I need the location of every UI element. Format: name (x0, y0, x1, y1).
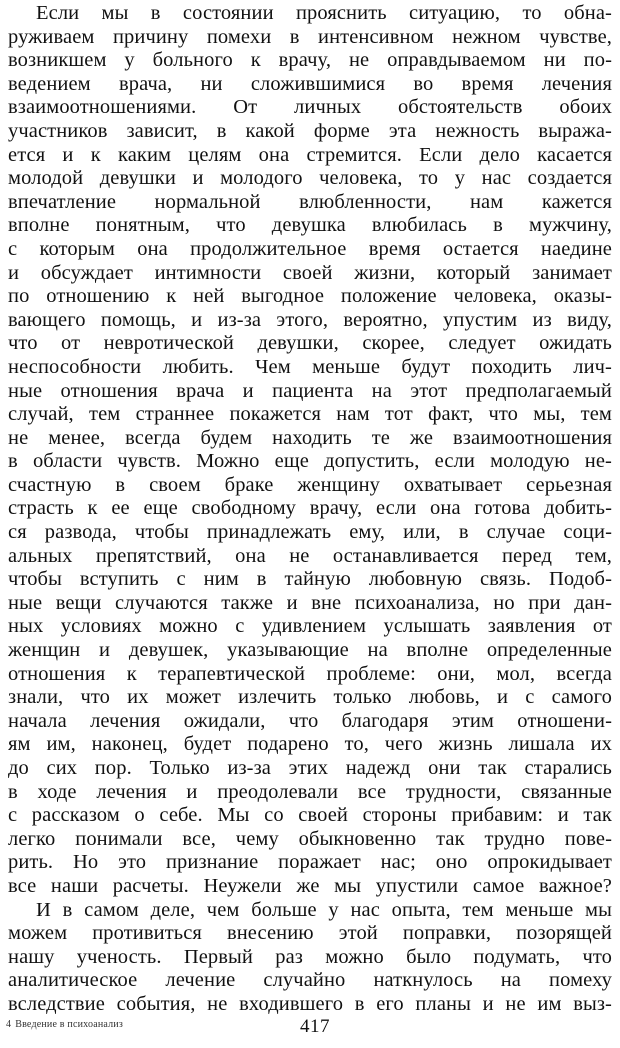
text-line: ных условиях можно с удивлением услышать заявления от (8, 615, 612, 638)
text-line: можем противиться внесению этой поправки, позорящей (8, 922, 612, 945)
text-line: аналитическое лечение случайно наткнулось на помеху (8, 969, 612, 992)
text-line: с которым она продолжительное время остается наедине (8, 237, 612, 260)
text-line: И в самом деле, чем больше у нас опыта, тем меньше мы (36, 898, 612, 921)
text-line: альных препятствий, она не останавливается перед тем, (8, 544, 612, 567)
text-line: не менее, всегда будем находить те же взаимоотношения (8, 426, 612, 449)
text-line: ведением врача, ни сложившимися во время лечения (8, 72, 612, 95)
text-line: ется и к каким целям она стремится. Если дело касается (8, 143, 612, 166)
text-line: возникшем у больного к врачу, не оправдываемом ни по- (8, 49, 612, 72)
text-line: вающего помощь, и из-за этого, вероятно, упустим из виду, (8, 308, 612, 331)
text-line: руживаем причину помехи в интенсивном нежном чувстве, (8, 25, 612, 48)
text-line: молодой девушки и молодого человека, то у нас создается (8, 167, 612, 190)
page-number: 417 (300, 1016, 330, 1037)
text-line: страсть к ее еще свободному врачу, если она готова добить- (8, 497, 612, 520)
text-line: и обсуждает интимности своей жизни, который занимает (8, 261, 612, 284)
text-line: по отношению к ней выгодное положение человека, оказы- (8, 285, 612, 308)
text-line: случай, тем страннее покажется нам тот факт, что мы, тем (8, 403, 612, 426)
text-line: счастную в своем браке женщину охватывает серьезная (8, 473, 612, 496)
signature-mark: 4 (6, 1019, 12, 1030)
text-line: рить. Но это признание поражает нас; оно опрокидывает (8, 851, 612, 874)
text-line: впечатление нормальной влюбленности, нам кажется (8, 190, 612, 213)
text-line: начала лечения ожидали, что благодаря этим отношени- (8, 709, 612, 732)
text-line: легко понимали все, чему обыкновенно так трудно пове- (8, 827, 612, 850)
text-line: нашу ученость. Первый раз можно было подумать, что (8, 945, 612, 968)
text-line: знали, что их может излечить только любовь, и с самого (8, 686, 612, 709)
text-line: Если мы в состоянии прояснить ситуацию, то обна- (36, 2, 612, 24)
text-line: неспособности любить. Чем меньше будут походить лич- (8, 355, 612, 378)
text-line: ям им, наконец, будет подарено то, чего жизнь лишала их (8, 733, 612, 756)
text-line: участников зависит, в какой форме эта нежность выража- (8, 119, 612, 142)
text-line: в области чувств. Можно еще допустить, если молодую не- (8, 450, 612, 473)
text-line: до сих пор. Только из-за этих надежд они так старались (8, 757, 612, 779)
text-line: отношения к терапевтической проблеме: они, мол, всегда (8, 662, 612, 685)
text-line: ные вещи случаются также и вне психоанализа, но при дан- (8, 591, 612, 614)
text-line: с рассказом о себе. Мы со своей стороны прибавим: и так (8, 804, 612, 827)
text-line: вполне понятным, что девушка влюбилась в мужчину, (8, 214, 612, 237)
text-line: ные отношения врача и пациента на этот предполагаемый (8, 379, 612, 402)
text-line: ся развода, чтобы принадлежать ему, или, в случае соци- (8, 521, 612, 544)
running-title: Введение в психоанализ (15, 1019, 124, 1030)
text-line: все наши расчеты. Неужели же мы упустили самое важное? (8, 874, 612, 897)
text-line: в ходе лечения и преодолевали все трудности, связанные (8, 780, 612, 803)
body-text (8, 2, 612, 1017)
text-line: женщин и девушек, указывающие на вполне определенные (8, 639, 612, 662)
text-line: чтобы вступить с ним в тайную любовную связь. Подоб- (8, 568, 612, 591)
text-line: взаимоотношениями. От личных обстоятельств обоих (8, 96, 612, 119)
text-line: вследствие события, не входившего в его планы и не им выз- (8, 992, 612, 1015)
text-line: что от невротической девушки, скорее, следует ожидать (8, 332, 612, 355)
